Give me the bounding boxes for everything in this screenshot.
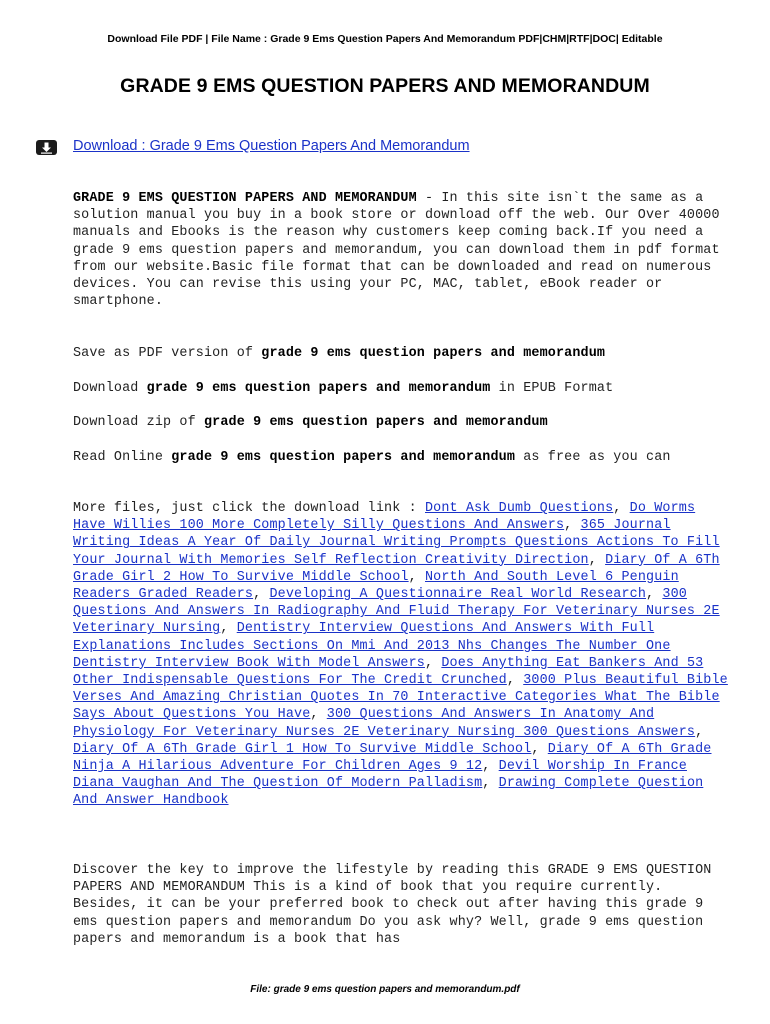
related-file-link[interactable]: 300 Questions And Answers In Anatomy And Physiology For Veterinary Nurses 2E Veterinary Nursing 300 Questions Answers	[73, 707, 696, 740]
link-separator: ,	[613, 501, 630, 516]
link-separator: ,	[408, 569, 425, 585]
zip-line	[73, 414, 733, 431]
read-bold: grade 9 ems question papers and memorandum	[171, 450, 516, 465]
intro-text: - In this site isn`t the same as a solution manual you buy in a book store or download off the web. Our Over 40000 manuals and Ebooks is the reason why customers keep coming back.If you need a grade 9 ems question papers and memorandum, you can download them in pdf format from our website.Basic file format that can be downloaded and read on numerous devices. You can revise this using your PC, MAC, tablet, eBook reader or smartphone.	[73, 191, 720, 310]
link-separator: ,	[531, 741, 548, 757]
related-file-link[interactable]: 300 Questions And Answers In Radiography And Fluid Therapy For Veterinary Nurses 2E Veterinary Nursing	[73, 587, 720, 637]
related-file-link[interactable]: Diary Of A 6Th Grade Ninja A Hilarious Adventure For Children Ages 9 12	[73, 741, 712, 775]
more-files-lead: More files, just click the download link :	[73, 501, 425, 516]
link-separator: ,	[695, 724, 704, 740]
epub-suffix: in EPUB Format	[490, 381, 614, 396]
related-file-link[interactable]: Dentistry Interview Questions And Answers With Full Explanations Includes Sections On Mmi And 2013 Nhs Changes The Number One Dentistry Interview Book With Model Answers	[73, 621, 671, 671]
link-separator: ,	[253, 587, 270, 603]
related-file-link[interactable]: Developing A Questionnaire Real World Research	[269, 587, 647, 603]
related-file-link[interactable]: 3000 Plus Beautiful Bible Verses And Amazing Christian Quotes In 70 Interactive Categories What The Bible Says About Questions You Have	[73, 673, 728, 723]
related-file-link[interactable]: North And South Level 6 Penguin Readers Graded Readers	[73, 569, 679, 603]
page-header-file-info: Download File PDF | File Name : Grade 9 Ems Question Papers And Memorandum PDF|CHM|RTF|DOC| Editable	[107, 33, 663, 45]
read-prefix: Read Online	[73, 450, 172, 465]
intro-bold-title: GRADE 9 EMS QUESTION PAPERS AND MEMORANDUM	[73, 191, 417, 206]
related-file-link[interactable]: Dont Ask Dumb Questions	[425, 501, 614, 516]
related-file-link[interactable]: Devil Worship In France Diana Vaughan And The Question Of Modern Palladism	[73, 759, 687, 792]
save-bold: grade 9 ems question papers and memorandum	[261, 346, 606, 361]
link-separator: ,	[506, 673, 524, 689]
link-separator: ,	[588, 552, 606, 568]
epub-line	[73, 380, 733, 397]
related-file-link[interactable]: Do Worms Have Willies 100 More Completely Silly Questions And Answers	[73, 501, 696, 534]
related-file-link[interactable]: Diary Of A 6Th Grade Girl 1 How To Survive Middle School	[73, 741, 532, 757]
epub-bold: grade 9 ems question papers and memorandum	[146, 381, 491, 396]
zip-prefix: Download zip of	[73, 415, 204, 430]
related-file-link[interactable]: Does Anything Eat Bankers And 53 Other Indispensable Questions For The Credit Crunched	[73, 655, 704, 689]
related-file-link[interactable]: 365 Journal Writing Ideas A Year Of Daily Journal Writing Prompts Questions Actions To Fill Your Journal With Memories Self Reflection Creativity Direction	[73, 518, 720, 568]
more-files-paragraph	[73, 500, 733, 810]
link-separator: ,	[482, 759, 499, 775]
related-file-link[interactable]: Drawing Complete Question And Answer Handbook	[73, 776, 704, 809]
link-separator: ,	[482, 776, 499, 792]
page-footer-file-name: File: grade 9 ems question papers and memorandum.pdf	[250, 984, 520, 995]
link-separator: ,	[310, 707, 327, 723]
related-file-link[interactable]: Diary Of A 6Th Grade Girl 2 How To Survive Middle School	[73, 552, 720, 585]
download-icon[interactable]	[36, 140, 57, 155]
link-separator: ,	[646, 587, 663, 603]
epub-prefix: Download	[73, 381, 147, 396]
save-prefix: Save as PDF version of	[73, 346, 262, 361]
discover-paragraph: Discover the key to improve the lifestyle by reading this GRADE 9 EMS QUESTION PAPERS AND MEMORANDUM This is a kind of book that you require currently. Besides, it can be your preferred book to check out after having this grade 9 ems question papers and memorandum Do you ask why? Well, grade 9 ems question papers and memorandum is a book that has	[73, 863, 712, 947]
read-online-line	[73, 449, 733, 466]
link-separator: ,	[425, 655, 442, 671]
page-title: GRADE 9 EMS QUESTION PAPERS AND MEMORANDUM	[120, 75, 650, 97]
save-pdf-line	[73, 345, 733, 362]
intro-paragraph	[73, 190, 733, 310]
zip-bold: grade 9 ems question papers and memorandum	[203, 415, 548, 430]
link-separator: ,	[564, 518, 581, 534]
read-suffix: as free as you can	[515, 450, 671, 465]
link-separator: ,	[220, 621, 237, 637]
download-link[interactable]: Download : Grade 9 Ems Question Papers And Memorandum	[73, 138, 470, 154]
